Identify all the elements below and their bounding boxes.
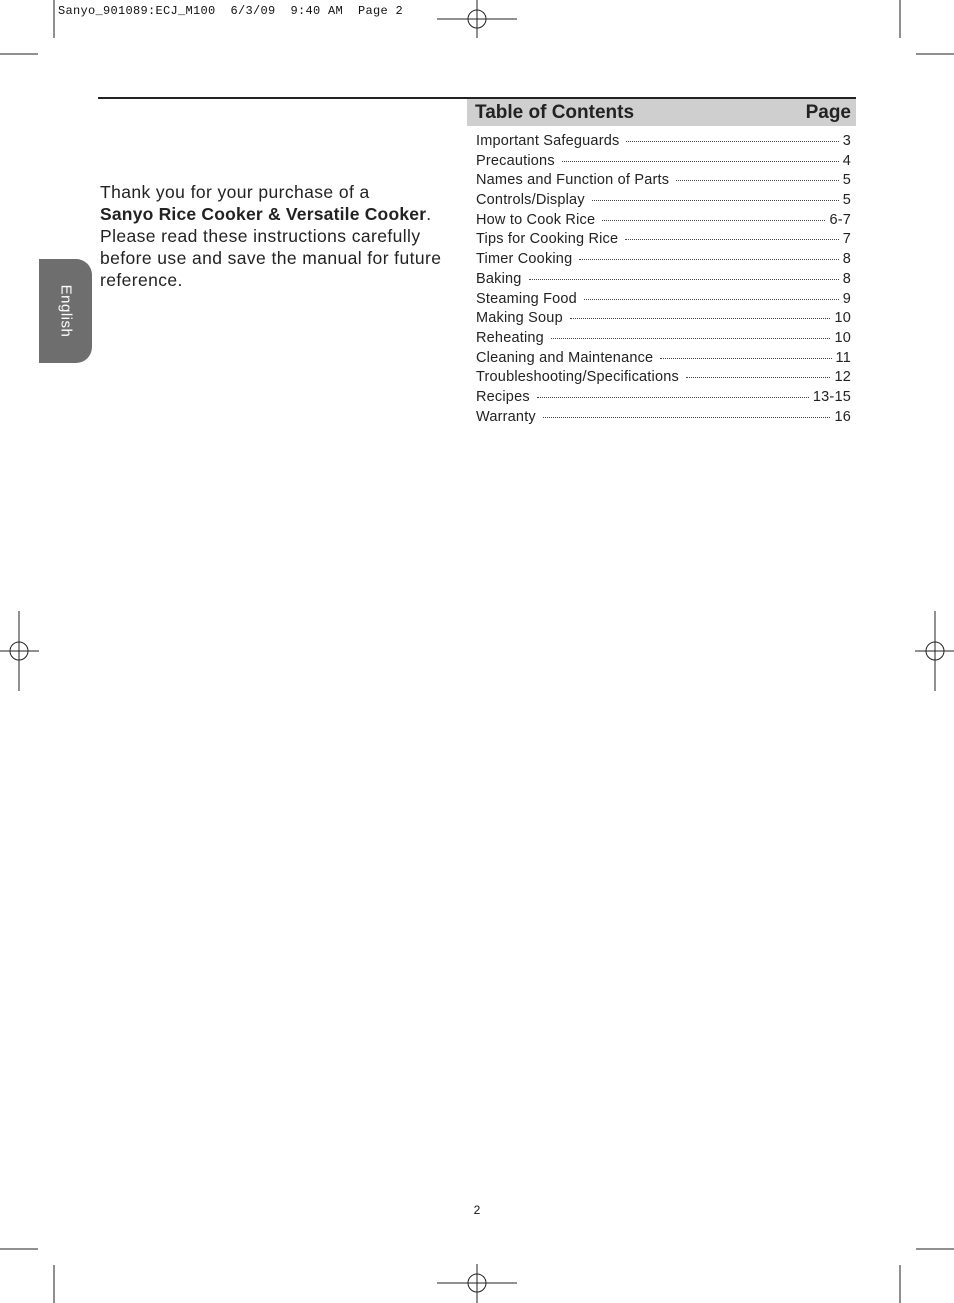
- dot-leader: [660, 358, 831, 359]
- dot-leader: [562, 161, 839, 162]
- toc-entry-page: 16: [834, 408, 851, 425]
- toc-entry-page: 7: [842, 231, 851, 248]
- toc-heading: Table of Contents: [475, 101, 635, 123]
- toc-entry[interactable]: [476, 271, 851, 291]
- toc-entry-title: Names and Function of Parts: [476, 172, 670, 189]
- dot-leader: [676, 180, 839, 181]
- dot-leader: [579, 259, 838, 260]
- toc-entry-title: Cleaning and Maintenance: [476, 349, 654, 366]
- toc-entry[interactable]: [476, 369, 851, 389]
- dot-leader: [602, 220, 825, 221]
- toc-entry[interactable]: [476, 251, 851, 271]
- toc-entry[interactable]: [476, 310, 851, 330]
- toc-entry-title: Tips for Cooking Rice: [476, 231, 619, 248]
- toc-header: [467, 99, 856, 126]
- intro-period: .: [426, 204, 432, 224]
- toc-entry-page: 10: [834, 329, 851, 346]
- toc-entry-title: Important Safeguards: [476, 133, 620, 149]
- toc-entry[interactable]: [476, 133, 851, 153]
- toc-entry[interactable]: [476, 212, 851, 232]
- intro-paragraph: [100, 181, 470, 291]
- toc-entry-title: Reheating: [476, 329, 544, 346]
- toc-entry-page: 12: [834, 369, 851, 386]
- toc-entry[interactable]: [476, 231, 851, 251]
- dot-leader: [570, 318, 831, 319]
- toc-entry[interactable]: [476, 389, 851, 409]
- intro-line-1: Thank you for your purchase of a: [100, 182, 370, 202]
- toc-entry-title: Recipes: [476, 388, 530, 405]
- toc-entry-title: Warranty: [476, 408, 536, 425]
- toc-entry[interactable]: [476, 172, 851, 192]
- toc-entry-title: Baking: [476, 270, 522, 287]
- toc-list: [476, 133, 851, 428]
- toc-entry-page: 13-15: [812, 388, 851, 405]
- language-tab-label: English: [57, 284, 74, 338]
- dot-leader: [537, 397, 809, 398]
- dot-leader: [543, 417, 831, 418]
- toc-entry-page: 3: [842, 133, 851, 149]
- dot-leader: [626, 141, 838, 142]
- dot-leader: [529, 279, 839, 280]
- dot-leader: [551, 338, 831, 339]
- toc-entry-title: Controls/Display: [476, 192, 585, 209]
- dot-leader: [625, 239, 838, 240]
- dot-leader: [584, 299, 839, 300]
- page-number: 2: [473, 1203, 481, 1217]
- toc-entry-page: 10: [834, 310, 851, 327]
- toc-entry[interactable]: [476, 350, 851, 370]
- toc-entry-title: Precautions: [476, 152, 555, 169]
- toc-entry-title: Timer Cooking: [476, 251, 573, 268]
- toc-entry-title: Steaming Food: [476, 290, 577, 307]
- toc-entry-title: How to Cook Rice: [476, 211, 596, 228]
- toc-entry-page: 9: [842, 290, 851, 307]
- language-tab: [39, 259, 92, 363]
- intro-rest: Please read these instructions carefully before use and save the manual for future reference.: [100, 226, 442, 290]
- toc-entry-page: 8: [842, 270, 851, 287]
- toc-entry[interactable]: [476, 153, 851, 173]
- toc-entry[interactable]: [476, 192, 851, 212]
- product-name: Sanyo Rice Cooker & Versatile Cooker: [100, 204, 427, 224]
- toc-page-heading: Page: [805, 101, 851, 123]
- toc-entry-page: 11: [835, 349, 851, 366]
- toc-entry-page: 4: [842, 152, 851, 169]
- toc-entry-page: 5: [842, 172, 851, 189]
- toc-entry-page: 6-7: [829, 211, 851, 228]
- print-slug-line: Sanyo_901089:ECJ_M100 6/3/09 9:40 AM Page 2: [58, 4, 404, 18]
- toc-entry-title: Making Soup: [476, 310, 563, 327]
- toc-entry-page: 8: [842, 251, 851, 268]
- toc-entry[interactable]: [476, 330, 851, 350]
- toc-entry[interactable]: [476, 291, 851, 311]
- toc-entry[interactable]: [476, 409, 851, 429]
- toc-entry-title: Troubleshooting/Specifications: [476, 369, 679, 386]
- toc-entry-page: 5: [842, 192, 851, 209]
- dot-leader: [686, 377, 831, 378]
- dot-leader: [592, 200, 839, 201]
